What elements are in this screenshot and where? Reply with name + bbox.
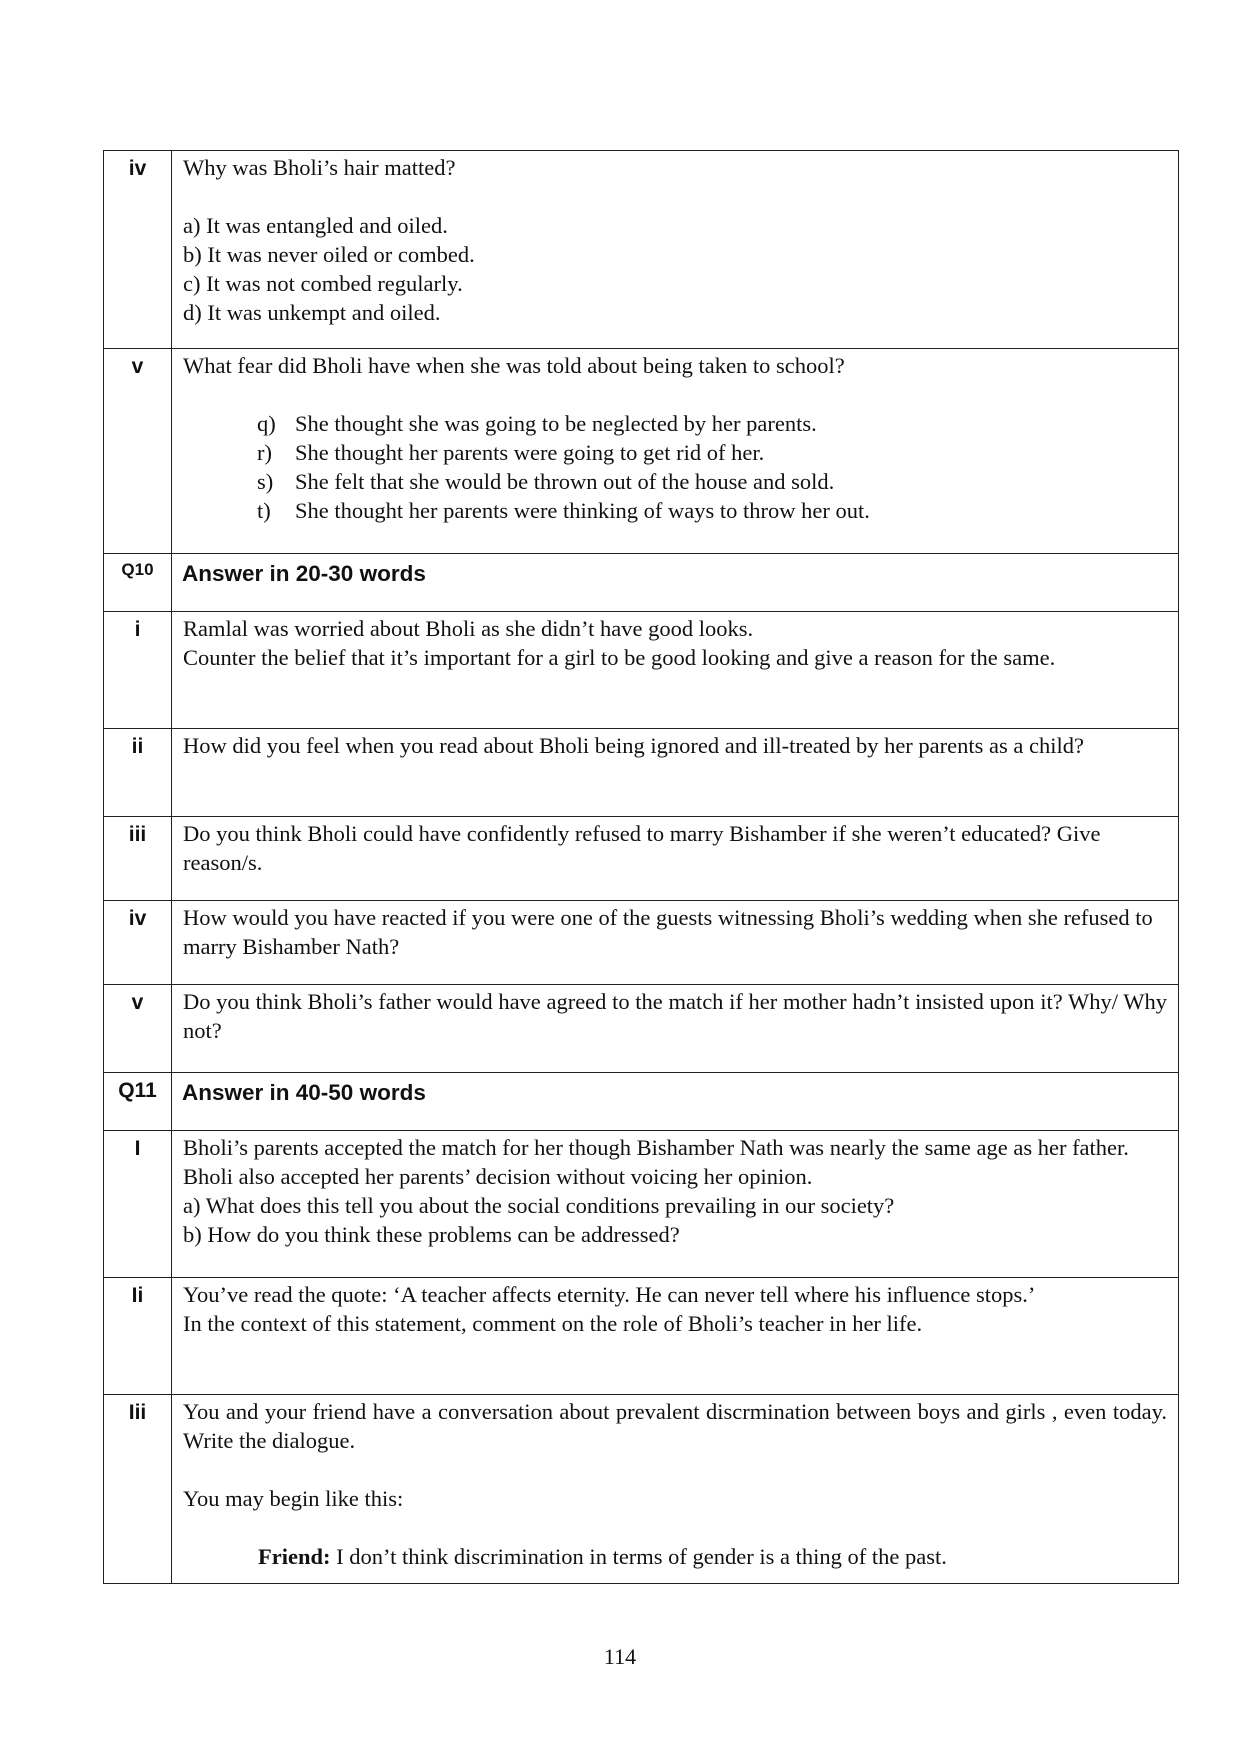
question-row <box>104 349 1179 554</box>
section-number: Q11 <box>104 1073 172 1131</box>
option-text: She felt that she would be thrown out of the house and sold. <box>295 469 835 494</box>
question-body <box>172 729 1179 817</box>
question-body <box>172 817 1179 901</box>
question-text: a) What does this tell you about the social conditions prevailing in our society? <box>183 1193 895 1218</box>
option-label: s) <box>257 469 274 494</box>
option-text: She thought her parents were going to get rid of her. <box>295 440 765 465</box>
question-number: i <box>104 612 172 729</box>
option-label: r) <box>257 440 272 465</box>
dialogue-starter <box>183 1542 1167 1571</box>
question-number: iv <box>104 901 172 985</box>
question-number: iv <box>104 151 172 349</box>
question-body <box>172 985 1179 1073</box>
question-text: How did you feel when you read about Bholi being ignored and ill-treated by her parents as a child? <box>183 733 1084 758</box>
question-body <box>172 1278 1179 1395</box>
question-text: What fear did Bholi have when she was told about being taken to school? <box>183 353 845 378</box>
question-row <box>104 612 1179 729</box>
question-body <box>172 151 1179 349</box>
question-number: v <box>104 349 172 554</box>
question-text: You may begin like this: <box>183 1486 404 1511</box>
question-text: b) How do you think these problems can be addressed? <box>183 1222 680 1247</box>
option-label: q) <box>257 411 276 436</box>
question-number: Ii <box>104 1278 172 1395</box>
page-number: 114 <box>603 1644 637 1669</box>
question-body <box>172 612 1179 729</box>
section-number: Q10 <box>104 554 172 612</box>
question-body <box>172 1131 1179 1278</box>
question-text: Counter the belief that it’s important for a girl to be good looking and give a reason for the same. <box>183 645 1056 670</box>
question-row <box>104 1131 1179 1278</box>
question-row <box>104 1395 1179 1584</box>
option-list <box>183 409 1167 525</box>
option-text: She thought she was going to be neglected by her parents. <box>295 411 817 436</box>
section-heading-row <box>104 554 1179 612</box>
question-row <box>104 817 1179 901</box>
question-body <box>172 901 1179 985</box>
option-label: t) <box>257 498 271 523</box>
question-body <box>172 349 1179 554</box>
question-number: Iii <box>104 1395 172 1584</box>
option: a) It was entangled and oiled. <box>183 213 448 238</box>
question-row <box>104 901 1179 985</box>
question-text: How would you have reacted if you were one of the guests witnessing Bholi’s wedding when she refused to marry Bishamber Nath? <box>183 905 1153 959</box>
option <box>257 409 1167 438</box>
question-text: In the context of this statement, comment on the role of Bholi’s teacher in her life. <box>183 1311 923 1336</box>
section-heading: Answer in 40-50 words <box>172 1073 1179 1131</box>
question-text: Do you think Bholi’s father would have agreed to the match if her mother hadn’t insisted upon it? Why/ Why not? <box>183 989 1167 1043</box>
option: b) It was never oiled or combed. <box>183 242 475 267</box>
question-text: Do you think Bholi could have confidently refused to marry Bishamber if she weren’t educated? Give reason/s. <box>183 821 1101 875</box>
question-row <box>104 151 1179 349</box>
question-table <box>103 150 1179 1584</box>
option-text: She thought her parents were thinking of ways to throw her out. <box>295 498 870 523</box>
question-number: ii <box>104 729 172 817</box>
question-text: You’ve read the quote: ‘A teacher affects eternity. He can never tell where his influence stops.’ <box>183 1282 1036 1307</box>
question-number: v <box>104 985 172 1073</box>
question-text: You and your friend have a conversation about prevalent discrmination between boys and girls , even today. Write the dialogue. <box>183 1399 1167 1453</box>
dialogue-line: I don’t think discrimination in terms of gender is a thing of the past. <box>330 1544 947 1569</box>
question-text: Bholi’s parents accepted the match for her though Bishamber Nath was nearly the same age as her father. Bholi also accepted her parents’ decision without voicing her opinion. <box>183 1135 1129 1189</box>
question-row <box>104 985 1179 1073</box>
option <box>257 467 1167 496</box>
speaker-label: Friend: <box>258 1544 331 1569</box>
question-row <box>104 729 1179 817</box>
option <box>257 438 1167 467</box>
question-text: Ramlal was worried about Bholi as she didn’t have good looks. <box>183 616 754 641</box>
section-heading-row <box>104 1073 1179 1131</box>
option: d) It was unkempt and oiled. <box>183 300 441 325</box>
question-number: iii <box>104 817 172 901</box>
question-text: Why was Bholi’s hair matted? <box>183 155 456 180</box>
question-number: I <box>104 1131 172 1278</box>
question-row <box>104 1278 1179 1395</box>
option: c) It was not combed regularly. <box>183 271 463 296</box>
option <box>257 496 1167 525</box>
question-body <box>172 1395 1179 1584</box>
section-heading: Answer in 20-30 words <box>172 554 1179 612</box>
